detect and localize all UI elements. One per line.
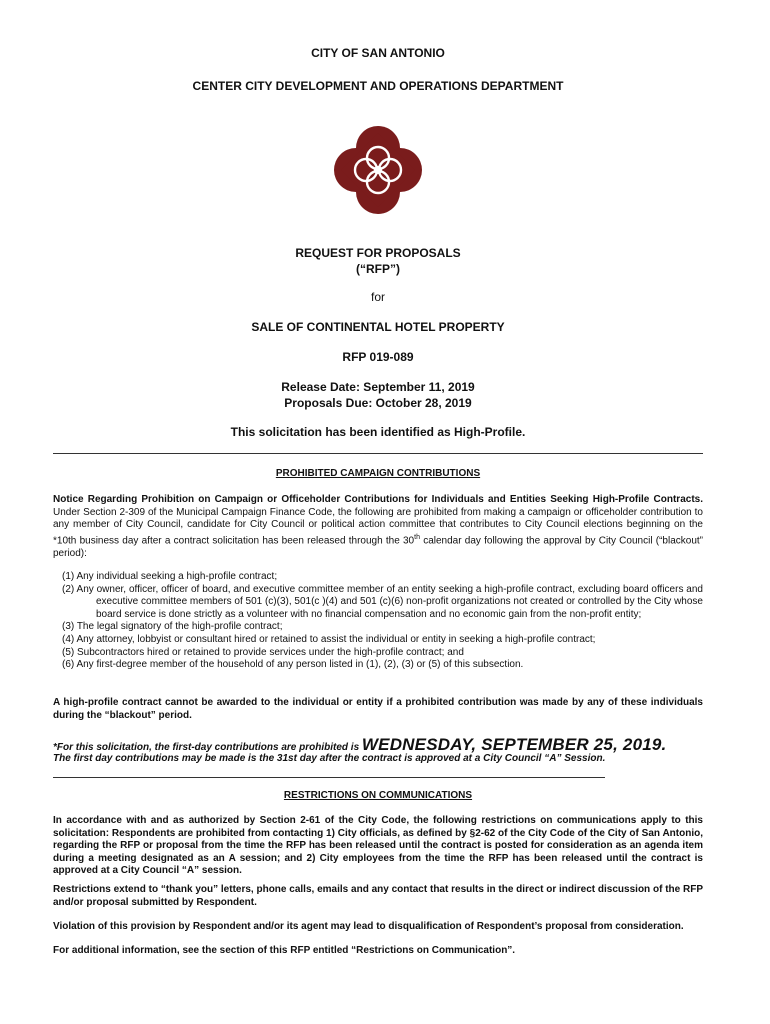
for-label: for xyxy=(370,290,385,304)
divider-bottom xyxy=(53,777,605,778)
first-day-line xyxy=(53,735,703,755)
campaign-notice-text-a: Under Section 2-309 of the Municipal Campaign Finance Code, the following are prohibited from making a campaign or officeholder contribution to any member of City Council, candidate for City Council or political action committee that contributes to City Council elections beginning on the *10th business day after a contract solicitation has been released through the 30 xyxy=(53,506,703,547)
campaign-notice xyxy=(53,494,703,560)
communications-heading: RESTRICTIONS ON COMMUNICATIONS xyxy=(283,790,473,801)
release-date: Release Date: September 11, 2019 xyxy=(281,380,475,394)
campaign-notice-sup: th xyxy=(414,533,420,541)
department-name: CENTER CITY DEVELOPMENT AND OPERATIONS DEPARTMENT xyxy=(192,79,564,93)
list-item: (6) Any first-degree member of the household of any person listed in (1), (2), (3) or (5) of this subsection. xyxy=(62,659,524,671)
campaign-heading: PROHIBITED CAMPAIGN CONTRIBUTIONS xyxy=(275,468,481,479)
document-page xyxy=(53,0,703,1024)
communications-para-4: For additional information, see the section of this RFP entitled “Restrictions on Communication”. xyxy=(53,945,516,956)
divider-top xyxy=(53,453,703,454)
city-name: CITY OF SAN ANTONIO xyxy=(311,46,445,60)
communications-para-3: Violation of this provision by Respondent and/or its agent may lead to disqualification of Respondent’s proposal from consideration. xyxy=(53,921,684,932)
rfp-subject: SALE OF CONTINENTAL HOTEL PROPERTY xyxy=(251,320,505,334)
campaign-notice-bold: Notice Regarding Prohibition on Campaign or Officeholder Contributions for Individuals and Entities Seeking High-Profile Contracts. xyxy=(53,494,703,505)
award-note: A high-profile contract cannot be awarded to the individual or entity if a prohibited contribution was made by any of these individuals during the “blackout” period. xyxy=(53,697,703,721)
first-day-date: WEDNESDAY, SEPTEMBER 25, 2019. xyxy=(361,735,667,754)
list-item: (2) Any owner, officer, officer of board, and executive committee member of an entity seeking a high-profile contract, excluding board officers and executive committee members of 501 (c)(3), 501(c )(4) and 501 (c)(6) non-profit organizations not created or controlled by the City whose board service is done strictly as a volunteer with no financial compensation and no economic gain from the non-profit entity; xyxy=(62,583,703,620)
list-item: (1) Any individual seeking a high-profile contract; xyxy=(62,571,278,582)
high-profile-note: This solicitation has been identified as High-Profile. xyxy=(230,425,526,439)
list-item: (5) Subcontractors hired or retained to provide services under the high-profile contract; and xyxy=(62,646,464,658)
communications-para-2: Restrictions extend to “thank you” letters, phone calls, emails and any contact that results in the direct or indirect discussion of the RFP and/or proposal submitted by Respondent. xyxy=(53,884,703,908)
city-seal-quatrefoil-icon xyxy=(328,120,428,220)
rfp-number: RFP 019-089 xyxy=(342,350,414,364)
rfp-abbreviation: (“RFP”) xyxy=(356,262,400,276)
list-item: (3) The legal signatory of the high-profile contract; xyxy=(62,621,283,633)
first-day-prefix: *For this solicitation, the first-day contributions are prohibited is xyxy=(53,742,362,753)
proposals-due: Proposals Due: October 28, 2019 xyxy=(284,396,472,410)
communications-para-1: In accordance with and as authorized by Section 2-61 of the City Code, the following restrictions on communications apply to this solicitation: Respondents are prohibited from contacting 1) City officials, as defined by §2-62 of the City Code of the City of San Antonio, regarding the RFP or proposal from the time the RFP has been released until the contract is posted for consideration as an agenda item during a meeting designated as an A session; and 2) City employees from the time the RFP has been released until the contract is approved at a City Council “A” session. xyxy=(53,815,703,877)
prohibited-list xyxy=(53,571,703,672)
rfp-title: REQUEST FOR PROPOSALS xyxy=(295,246,461,260)
list-item: (4) Any attorney, lobbyist or consultant hired or retained to assist the individual or entity in seeking a high-profile contract; xyxy=(62,633,596,645)
campaign-notice-text-b: calendar day following the approval by City Council (“blackout” period): xyxy=(53,535,703,559)
first-day-note: The first day contributions may be made is the 31st day after the contract is approved at a City Council “A” Session. xyxy=(53,753,606,764)
